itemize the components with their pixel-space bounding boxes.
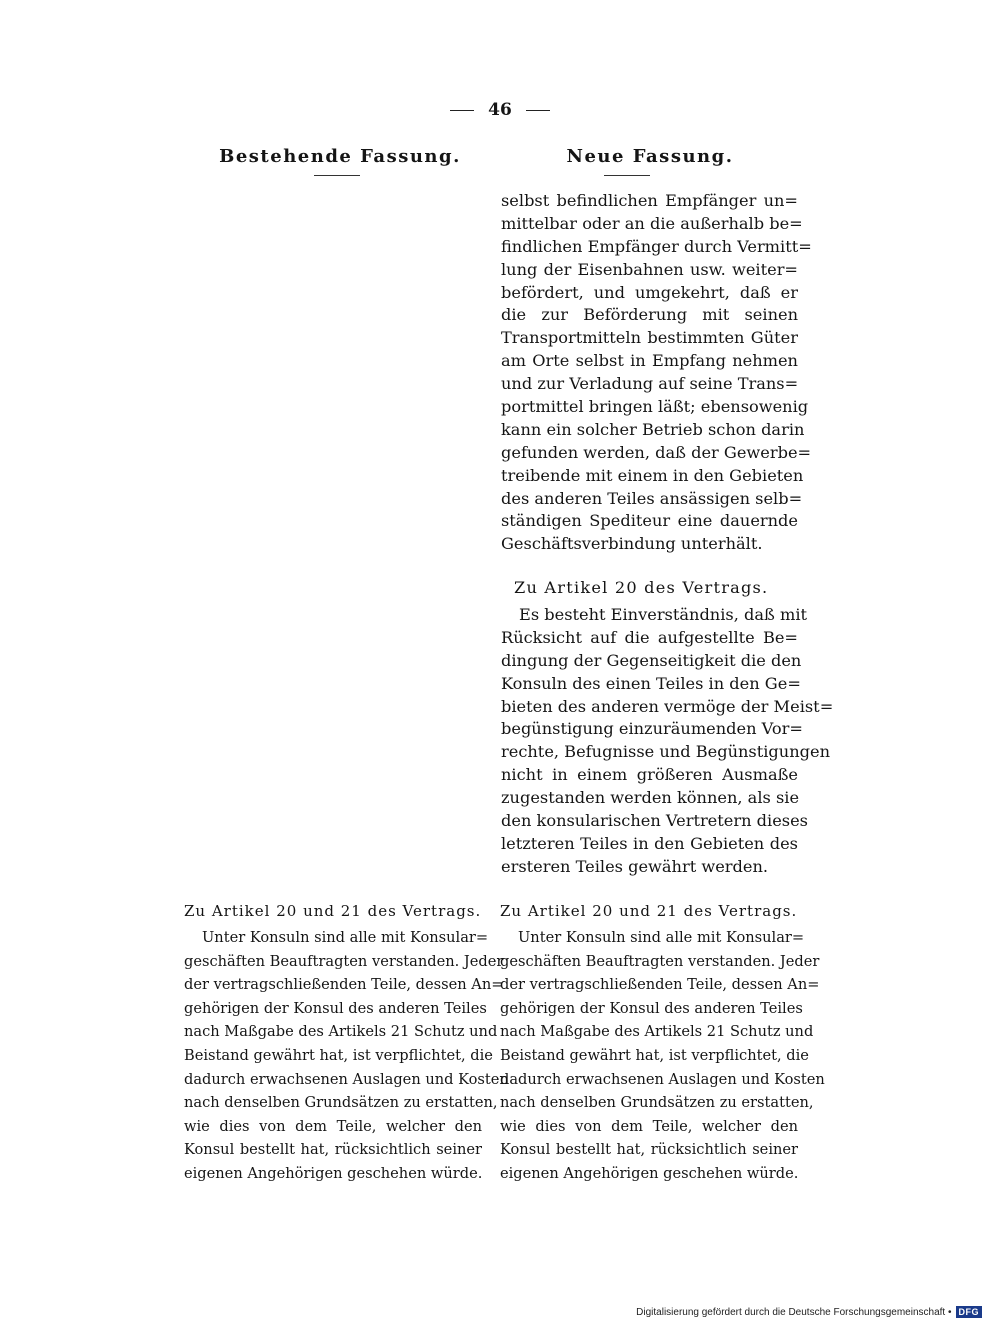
- left-article-20-21-title: Zu Artikel 20 und 21 des Vertrags.: [184, 902, 482, 920]
- text-line: treibende mit einem in den Gebieten: [501, 465, 804, 485]
- right-article-20-21: [500, 900, 825, 1186]
- text-line: rechte, Befugnisse und Begünstigungen: [501, 742, 830, 762]
- text-line: nach Maßgabe des Artikels 21 Schutz und: [184, 1023, 498, 1041]
- right-article-20-21-title: Zu Artikel 20 und 21 des Vertrags.: [500, 902, 798, 920]
- text-line: eigenen Angehörigen geschehen würde.: [184, 1164, 483, 1182]
- text-line: lung der Eisenbahnen usw. weiter=: [501, 259, 798, 279]
- text-line: Konsul bestellt hat, rücksichtlich seiner: [184, 1141, 482, 1159]
- text-line: bieten des anderen vermöge der Meist=: [501, 696, 834, 716]
- text-line: begünstigung einzuräumenden Vor=: [501, 719, 803, 739]
- page-number-value: 46: [488, 100, 512, 120]
- page-number-dash-right: [526, 110, 550, 111]
- left-article-20-21: [184, 900, 509, 1186]
- article-20-text: [501, 604, 834, 879]
- text-line: mittelbar oder an die außerhalb be=: [501, 213, 803, 233]
- left-column-heading: Bestehende Fassung.: [219, 146, 461, 167]
- text-line: geschäften Beauftragten verstanden. Jeder: [184, 952, 504, 970]
- text-line: dadurch erwachsenen Auslagen und Kosten: [184, 1070, 509, 1088]
- text-line: wie dies von dem Teile, welcher den: [184, 1117, 482, 1135]
- text-line: nach denselben Grundsätzen zu erstatten,: [184, 1094, 498, 1112]
- text-line: Es besteht Einverständnis, daß mit: [519, 605, 808, 624]
- right-article-20-21-text: [500, 926, 825, 1186]
- text-line: die zur Beförderung mit seinen: [501, 305, 798, 325]
- left-article-20-21-text: [184, 926, 509, 1186]
- text-line: wie dies von dem Teile, welcher den: [500, 1117, 798, 1135]
- right-column-heading: Neue Fassung.: [566, 146, 734, 167]
- text-line: gehörigen der Konsul des anderen Teiles: [184, 999, 487, 1017]
- text-line: zugestanden werden können, als sie: [501, 788, 800, 808]
- page-number: [0, 100, 1000, 120]
- text-line: nach Maßgabe des Artikels 21 Schutz und: [500, 1023, 814, 1041]
- text-line: ersteren Teiles gewährt werden.: [501, 856, 769, 876]
- text-line: Konsuln des einen Teiles in den Ge=: [501, 673, 801, 693]
- text-line: gefunden werden, daß der Gewerbe=: [501, 442, 812, 462]
- text-line: eigenen Angehörigen geschehen würde.: [500, 1164, 799, 1182]
- text-line: Konsul bestellt hat, rücksichtlich seiner: [500, 1141, 798, 1159]
- dfg-logo: DFG: [956, 1306, 983, 1318]
- text-line: gehörigen der Konsul des anderen Teiles: [500, 999, 803, 1017]
- text-line: und zur Verladung auf seine Trans=: [501, 374, 799, 394]
- article-20-title: Zu Artikel 20 des Vertrags.: [514, 578, 769, 597]
- text-line: befördert, und umgekehrt, daß er: [501, 282, 798, 302]
- right-heading-rule: [604, 175, 650, 176]
- text-line: ständigen Spediteur eine dauernde: [501, 511, 798, 531]
- text-line: letzteren Teiles in den Gebieten des: [501, 833, 798, 853]
- text-line: der vertragschließenden Teile, dessen An=: [184, 976, 504, 994]
- text-line: kann ein solcher Betrieb schon darin: [501, 419, 805, 439]
- text-line: Rücksicht auf die aufgestellte Be=: [501, 627, 798, 647]
- text-line: Transportmitteln bestimmten Güter: [501, 328, 798, 348]
- text-line: geschäften Beauftragten verstanden. Jeder: [500, 952, 820, 970]
- left-heading-rule: [314, 175, 360, 176]
- text-line: Beistand gewährt hat, ist verpflichtet, die: [500, 1046, 809, 1064]
- footer-text: Digitalisierung gefördert durch die Deutsche Forschungsgemeinschaft •: [636, 1306, 952, 1318]
- page-number-dash-left: [450, 110, 474, 111]
- text-line: dadurch erwachsenen Auslagen und Kosten: [500, 1070, 825, 1088]
- text-line: dingung der Gegenseitigkeit die den: [501, 650, 802, 670]
- text-line: nach denselben Grundsätzen zu erstatten,: [500, 1094, 814, 1112]
- text-line: den konsularischen Vertretern dieses: [501, 811, 808, 831]
- right-column-continued-text: [501, 190, 812, 556]
- text-line: selbst befindlichen Empfänger un=: [501, 191, 798, 210]
- text-line: der vertragschließenden Teile, dessen An=: [500, 976, 820, 994]
- text-line: Beistand gewährt hat, ist verpflichtet, die: [184, 1046, 493, 1064]
- text-line: am Orte selbst in Empfang nehmen: [501, 351, 798, 371]
- text-line: Geschäftsverbindung unterhält.: [501, 534, 763, 554]
- text-line: Unter Konsuln sind alle mit Konsular=: [202, 929, 489, 946]
- text-line: nicht in einem größeren Ausmaße: [501, 765, 798, 785]
- text-line: findlichen Empfänger durch Vermitt=: [501, 236, 812, 256]
- text-line: portmittel bringen läßt; ebensowenig: [501, 397, 809, 417]
- text-line: Unter Konsuln sind alle mit Konsular=: [518, 929, 805, 946]
- text-line: des anderen Teiles ansässigen selb=: [501, 488, 803, 508]
- footer-credit: [636, 1306, 982, 1318]
